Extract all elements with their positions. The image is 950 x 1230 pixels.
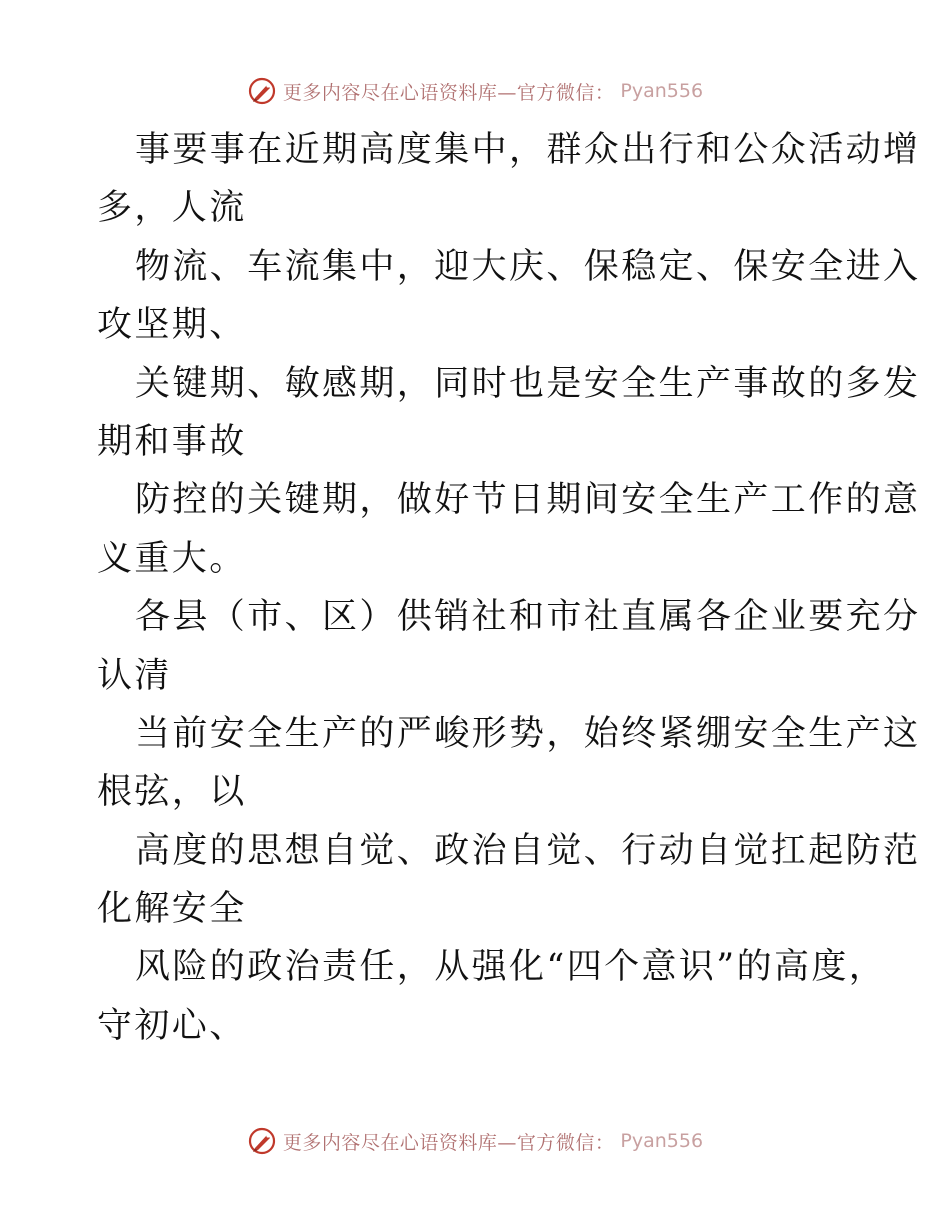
paragraph-line: 高度的思想自觉、政治自觉、行动自觉扛起防范 <box>135 830 921 871</box>
paragraph-line: 关键期、敏感期，同时也是安全生产事故的多发 <box>135 363 921 404</box>
paragraph-line: 风险的政治责任，从强化“四个意识”的高度， <box>135 947 887 988</box>
paragraph-line-wrap: 义重大。 <box>97 538 247 579</box>
document-body <box>97 121 921 1055</box>
paragraph-line: 物流、车流集中，迎大庆、保稳定、保安全进入 <box>135 246 921 287</box>
paragraph-line-wrap: 根弦，以 <box>97 772 247 813</box>
paragraph-line-wrap: 守初心、 <box>97 1005 247 1046</box>
paragraph-line-wrap: 期和事故 <box>97 421 247 462</box>
paragraph-line: 各县（市、区）供销社和市社直属各企业要充分 <box>135 597 921 638</box>
paragraph-line: 当前安全生产的严峻形势，始终紧绷安全生产这 <box>135 713 921 754</box>
paragraph-line: 防控的关键期，做好节日期间安全生产工作的意 <box>135 480 921 521</box>
paragraph-line-wrap: 多，人流 <box>97 188 247 229</box>
pen-logo-icon <box>247 76 277 106</box>
footer-watermark <box>0 1121 950 1161</box>
pen-logo-icon <box>247 1126 277 1156</box>
paragraph-line-wrap: 攻坚期、 <box>97 305 247 346</box>
paragraph-line-wrap: 化解安全 <box>97 889 247 930</box>
watermark-text: 更多内容尽在心语资料库—官方微信： <box>282 1131 615 1154</box>
watermark-wechat-id: Pyan556 <box>620 1130 704 1152</box>
paragraph-line: 事要事在近期高度集中，群众出行和公众活动增 <box>135 130 921 170</box>
watermark-wechat-id: Pyan556 <box>620 80 704 102</box>
paragraph-line-wrap: 认清 <box>97 655 172 696</box>
watermark-text: 更多内容尽在心语资料库—官方微信： <box>282 81 615 104</box>
header-watermark <box>0 71 950 111</box>
